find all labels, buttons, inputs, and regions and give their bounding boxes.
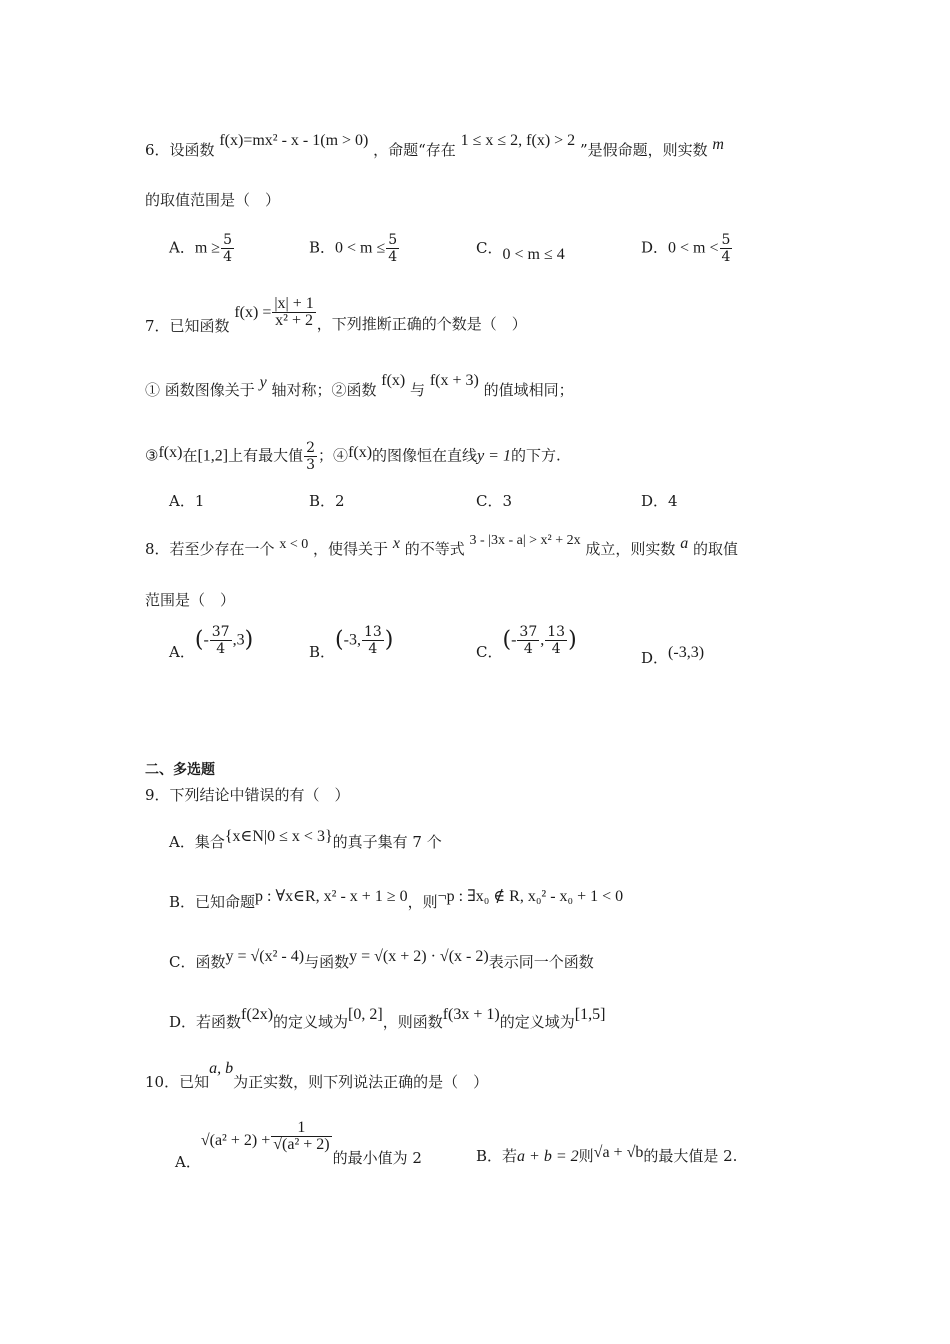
q8-stem-line2: 范围是（ ） — [145, 591, 236, 609]
q8-option-b: B．(-3, $\frac{13}{4}$ ) — [309, 624, 394, 661]
q8-option-d: D．(-3,3) — [641, 644, 705, 667]
q7-option-c: C．3 — [476, 492, 513, 510]
q6-option-a: A．m ≥ $\frac{5}{4}$ — [169, 232, 232, 265]
q10-option-b: B．若a + b = 2则√a + √b的最大值是 2. — [476, 1144, 738, 1165]
q9-option-d: D．若函数f(2x)的定义域为[0, 2]，则函数f(3x + 1)的定义域为[1,5] — [169, 1006, 606, 1031]
q6-option-d: D．0 < m < $\frac{5}{4}$ — [641, 232, 731, 265]
q7-option-d: D．4 — [641, 492, 678, 510]
q8-stem-line1: 8．若至少存在一个 x < 0 ，使得关于 x 的不等式 3 - |3x - a| > x² + 2x 成立，则实数 a 的取值 — [145, 533, 739, 558]
q8-option-a: A．(- $\frac{37}{4}$ ,3) — [169, 624, 254, 661]
q6-stem-line1: 6．设函数 f(x)=mx² - x - 1(m > 0) ，命题“存在 1 ≤ x ≤ 2, f(x) > 2 ”是假命题，则实数 m — [145, 132, 724, 159]
q7-statements-1: ① 函数图像关于 y 轴对称；②函数 f(x) 与 f(x + 3) 的值域相同； — [145, 372, 574, 399]
q10-stem: 10．已知a, b为正实数，则下列说法正确的是（ ） — [145, 1060, 489, 1091]
q6-stem-line2: 的取值范围是（ ） — [145, 191, 281, 209]
section-title-multi-choice: 二、多选题 — [145, 762, 215, 778]
q7-option-a: A．1 — [169, 492, 205, 510]
q9-stem: 9．下列结论中错误的有（ ） — [145, 786, 350, 804]
q8-option-c: C．(- $\frac{37}{4}$ , $\frac{13}{4}$ ) — [476, 624, 577, 661]
q9-option-c: C．函数y = √(x² - 4)与函数y = √(x + 2) · √(x - 2)表示同一个函数 — [169, 948, 594, 971]
q6-function: f(x)=mx² - x - 1(m > 0) — [219, 132, 369, 149]
q7-stem: 7．已知函数 f(x) = $\frac{|x| + 1}{\text{x² + 2}}$ ，下列推断正确的个数是（ ） — [145, 295, 527, 335]
q9-option-a: A．集合{x∈N|0 ≤ x < 3}的真子集有 7 个 — [169, 828, 442, 851]
q6-option-b: B．0 < m ≤ $\frac{5}{4}$ — [309, 232, 398, 265]
q10-option-a: A．√(a² + 2) + $\frac{1}{\text{√(a² + 2)}}$ 的最小值为 2 — [175, 1119, 422, 1171]
q6-option-c: C．0 < m ≤ 4 — [476, 239, 565, 263]
q7-statements-2: ③f(x)在[1,2]上有最大值 $\frac{2}{3}$ ；④f(x)的图像恒在直线y = 1的下方. — [145, 440, 561, 473]
q6-var: m — [712, 136, 724, 153]
q6-condition: 1 ≤ x ≤ 2, f(x) > 2 — [460, 132, 576, 149]
q9-option-b: B．已知命题p : ∀x∈R, x² - x + 1 ≥ 0，则¬p : ∃x₀ ∉ R, x₀² - x₀ + 1 < 0 — [169, 888, 624, 911]
q7-option-b: B．2 — [309, 492, 345, 510]
